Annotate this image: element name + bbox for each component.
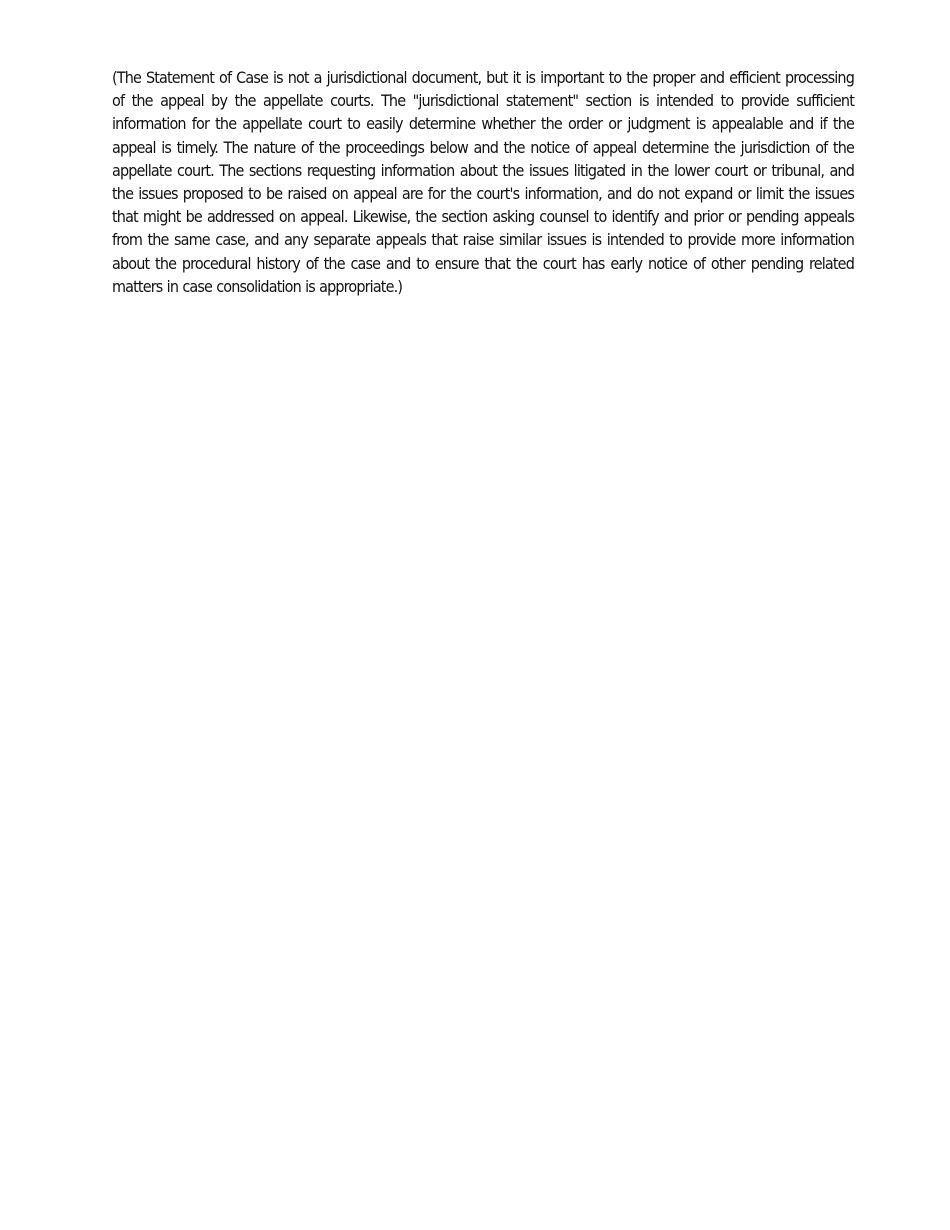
statement-of-case-note: (The Statement of Case is not a jurisdictional document, but it is important to the proper and efficient processing of the appeal by the appellate courts. The "jurisdictional statement" section is intended to provide sufficient information for the appellate court to easily determine whether the order or judgment is appealable and if the appeal is timely. The nature of the proceedings below and the notice of appeal determine the jurisdiction of the appellate court. The sections requesting information about the issues litigated in the lower court or tribunal, and the issues proposed to be raised on appeal are for the court's information, and do not expand or limit the issues that might be addressed on appeal. Likewise, the section asking counsel to identify and prior or pending appeals from the same case, and any separate appeals that raise similar issues is intended to provide more information about the procedural history of the case and to ensure that the court has early notice of other pending related matters in case consolidation is appropriate.)	[112, 68, 854, 296]
